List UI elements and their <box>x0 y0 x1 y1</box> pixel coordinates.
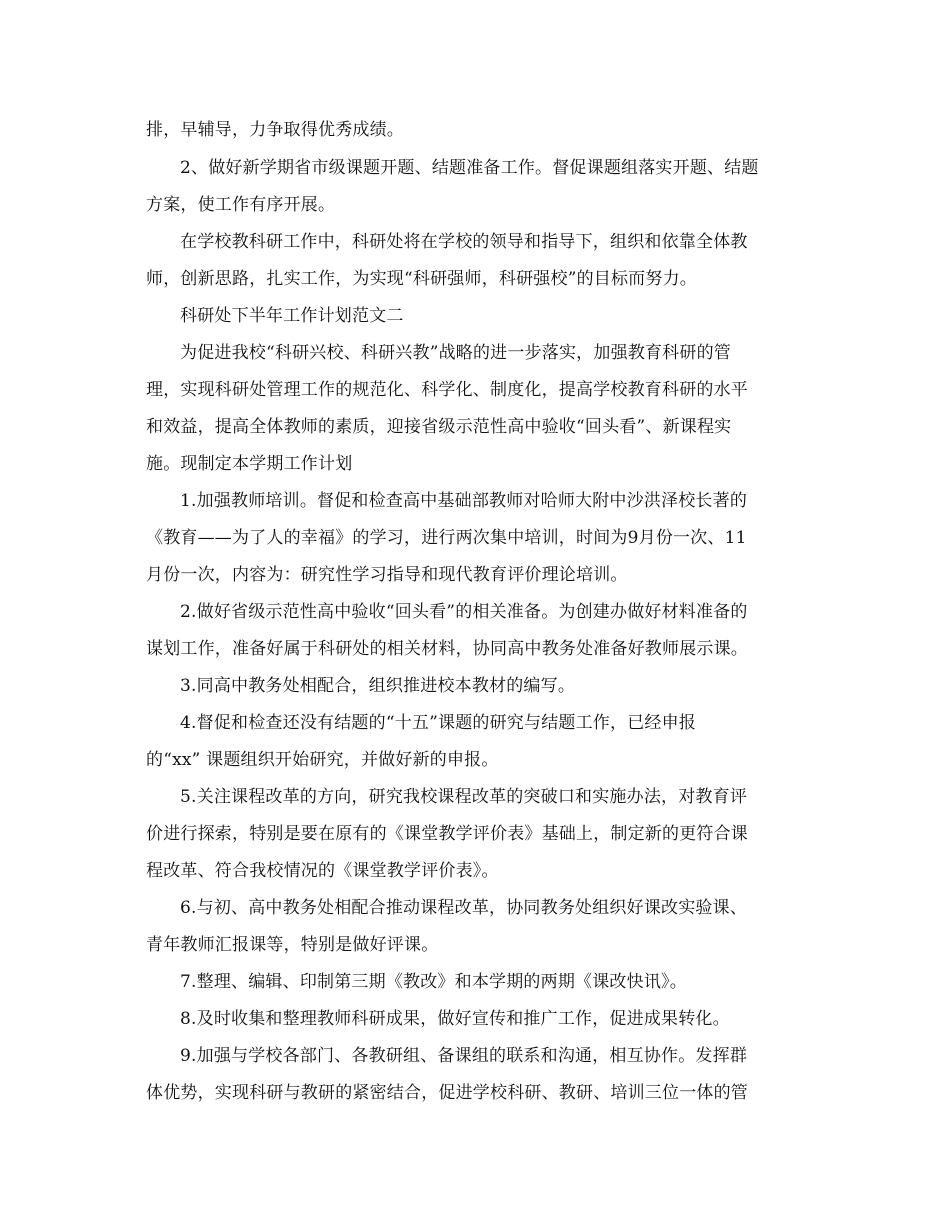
text-line: 4.督促和检查还没有结题的“十五”课题的研究与结题工作，已经申报 <box>180 713 697 733</box>
text-line: 青年教师汇报课等，特别是做好评课。 <box>146 935 439 955</box>
text-line: 《教育——为了人的幸福》的学习，进行两次集中培训，时间为9月份一次、11 <box>146 528 747 548</box>
text-line: 1.加强教师培训。督促和检查高中基础部教师对哈师大附中沙洪泽校长著的 <box>180 491 748 511</box>
text-line: 师，创新思路，扎实工作，为实现“科研强师，科研强校”的目标而努力。 <box>146 269 697 289</box>
text-line: 月份一次，内容为：研究性学习指导和现代教育评价理论培训。 <box>146 565 628 585</box>
text-line: 5.关注课程改革的方向，研究我校课程改革的突破口和实施办法，对教育评 <box>180 787 748 807</box>
text-line: 体优势，实现科研与教研的紧密结合，促进学校科研、教研、培训三位一体的管 <box>146 1083 748 1103</box>
text-line: 方案，使工作有序开展。 <box>146 195 336 215</box>
text-line: 6.与初、高中教务处相配合推动课程改革，协同教务处组织好课改实验课、 <box>180 898 748 918</box>
text-line: 2、做好新学期省市级课题开题、结题准备工作。督促课题组落实开题、结题 <box>180 158 759 178</box>
text-line: 3.同高中教务处相配合，组织推进校本教材的编写。 <box>180 676 576 696</box>
text-line: 为促进我校“科研兴校、科研兴教”战略的进一步落实，加强教育科研的管 <box>180 343 731 363</box>
text-line: 施。现制定本学期工作计划 <box>146 454 353 474</box>
text-line: 的“xx” 课题组织开始研究，并做好新的申报。 <box>146 750 499 770</box>
text-line: 在学校教科研工作中，科研处将在学校的领导和指导下，组织和依靠全体教 <box>180 232 748 252</box>
text-line: 排，早辅导，力争取得优秀成绩。 <box>146 120 404 140</box>
text-line: 谋划工作，准备好属于科研处的相关材料，协同高中教务处准备好教师展示课。 <box>146 639 748 659</box>
text-line: 理，实现科研处管理工作的规范化、科学化、制度化，提高学校教育科研的水平 <box>146 380 748 400</box>
text-line: 9.加强与学校各部门、各教研组、备课组的联系和沟通，相互协作。发挥群 <box>180 1046 748 1066</box>
text-line: 2.做好省级示范性高中验收“回头看”的相关准备。为创建办做好材料准备的 <box>180 602 748 622</box>
section-heading: 科研处下半年工作计划范文二 <box>180 306 404 326</box>
text-line: 价进行探索，特别是要在原有的《课堂教学评价表》基础上，制定新的更符合课 <box>146 824 748 844</box>
text-line: 8.及时收集和整理教师科研成果，做好宣传和推广工作，促进成果转化。 <box>180 1009 730 1029</box>
text-line: 程改革、符合我校情况的《课堂教学评价表》。 <box>146 861 499 881</box>
text-line: 和效益，提高全体教师的素质，迎接省级示范性高中验收“回头看”、新课程实 <box>146 417 732 437</box>
text-line: 7.整理、编辑、印制第三期《教改》和本学期的两期《课改快讯》。 <box>180 972 687 992</box>
